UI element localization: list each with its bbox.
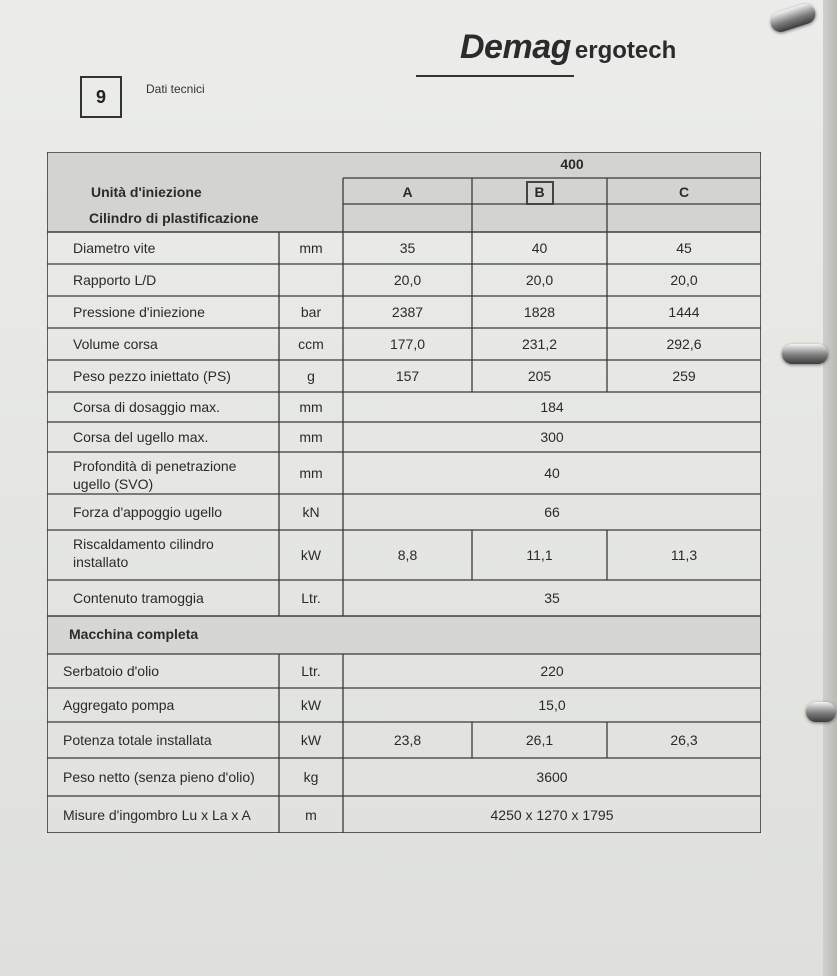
binder-ring-icon [768, 1, 818, 34]
row-label: Aggregato pompa [63, 697, 175, 713]
column-header-c: C [678, 184, 690, 200]
row-value-c: 292,6 [666, 336, 702, 352]
row-value-a: 20,0 [393, 272, 422, 288]
section-complete-machine: Macchina completa [69, 626, 199, 642]
brand-subname: ergotech [574, 37, 677, 64]
row-value-a: 2387 [391, 304, 424, 320]
row-value-c: 1444 [668, 304, 700, 320]
row-label: Pressione d'iniezione [73, 304, 205, 320]
row-value-b: 205 [527, 368, 552, 384]
row-value-a: 177,0 [389, 336, 426, 352]
row-value-a: 8,8 [397, 547, 418, 563]
row-unit: kW [300, 547, 322, 563]
row-label: Diametro vite [73, 240, 156, 256]
row-value: 15,0 [538, 697, 566, 713]
row-unit: ccm [298, 336, 324, 352]
row-value-a: 35 [399, 240, 416, 256]
row-label: Corsa del ugello max. [73, 429, 209, 445]
row-label: Contenuto tramoggia [73, 590, 204, 606]
row-label-line2: ugello (SVO) [73, 476, 154, 492]
row-label: Volume corsa [73, 336, 158, 352]
row-value: 220 [540, 663, 564, 679]
row-value-c: 11,3 [670, 547, 698, 563]
row-unit: kW [300, 732, 322, 748]
row-unit: mm [299, 399, 323, 415]
row-value-c: 259 [672, 368, 696, 384]
row-value: 3600 [536, 769, 568, 785]
column-header-b: B [534, 184, 545, 200]
row-value-b: 20,0 [525, 272, 554, 288]
binder-ring-icon [806, 702, 836, 722]
column-header-a: A [402, 184, 413, 200]
chapter-title: Dati tecnici [146, 82, 205, 96]
row-label: Corsa di dosaggio max. [73, 399, 221, 415]
chapter-number-box: 9 [80, 76, 122, 118]
row-value: 66 [544, 504, 560, 520]
tech-data-table [47, 152, 761, 833]
row-value-b: 231,2 [521, 336, 558, 352]
row-label: Potenza totale installata [63, 732, 212, 748]
section-injection-unit: Unità d'iniezione [91, 184, 202, 200]
row-label: Peso pezzo iniettato (PS) [73, 368, 231, 384]
logo-rule [416, 75, 574, 77]
row-unit: mm [299, 429, 323, 445]
page-edge [823, 0, 837, 976]
row-value-b: 1828 [523, 304, 556, 320]
row-label: Riscaldamento cilindro [73, 536, 214, 552]
row-value-b: 40 [531, 240, 548, 256]
brand-logo [460, 28, 676, 67]
row-unit: bar [300, 304, 322, 320]
row-unit: Ltr. [301, 590, 321, 606]
row-value: 40 [544, 465, 560, 481]
row-unit: kW [300, 697, 322, 713]
binder-ring-icon [782, 344, 828, 364]
row-value: 184 [540, 399, 564, 415]
row-label: Profondità di penetrazione [73, 458, 237, 474]
row-value-b: 11,1 [526, 547, 553, 563]
row-value: 4250 x 1270 x 1795 [490, 806, 614, 823]
row-unit: mm [299, 240, 323, 256]
row-unit: Ltr. [301, 663, 321, 679]
row-value-c: 26,3 [670, 732, 698, 748]
model-label: 400 [560, 156, 584, 172]
column-b-highlight-box [526, 181, 554, 205]
row-value: 35 [544, 590, 560, 606]
row-label: Serbatoio d'olio [63, 663, 160, 679]
row-value-b: 26,1 [525, 732, 554, 748]
row-label: Misure d'ingombro Lu x La x A [63, 806, 251, 823]
row-value-c: 45 [676, 240, 692, 256]
brand-name: Demag [460, 28, 571, 66]
row-value-a: 23,8 [393, 732, 422, 748]
row-label: Peso netto (senza pieno d'olio) [63, 769, 255, 785]
row-value: 300 [540, 429, 564, 445]
row-label-line2: installato [73, 554, 129, 570]
row-label: Forza d'appoggio ugello [73, 504, 223, 520]
row-unit: mm [299, 465, 323, 481]
row-unit: kN [302, 504, 320, 520]
row-unit: m [305, 806, 317, 823]
row-label: Rapporto L/D [73, 272, 157, 288]
row-value-c: 20,0 [670, 272, 698, 288]
section-plasticizing-cylinder: Cilindro di plastificazione [89, 210, 259, 226]
row-unit: g [307, 368, 315, 384]
row-unit: kg [303, 769, 319, 785]
row-value-a: 157 [395, 368, 420, 384]
